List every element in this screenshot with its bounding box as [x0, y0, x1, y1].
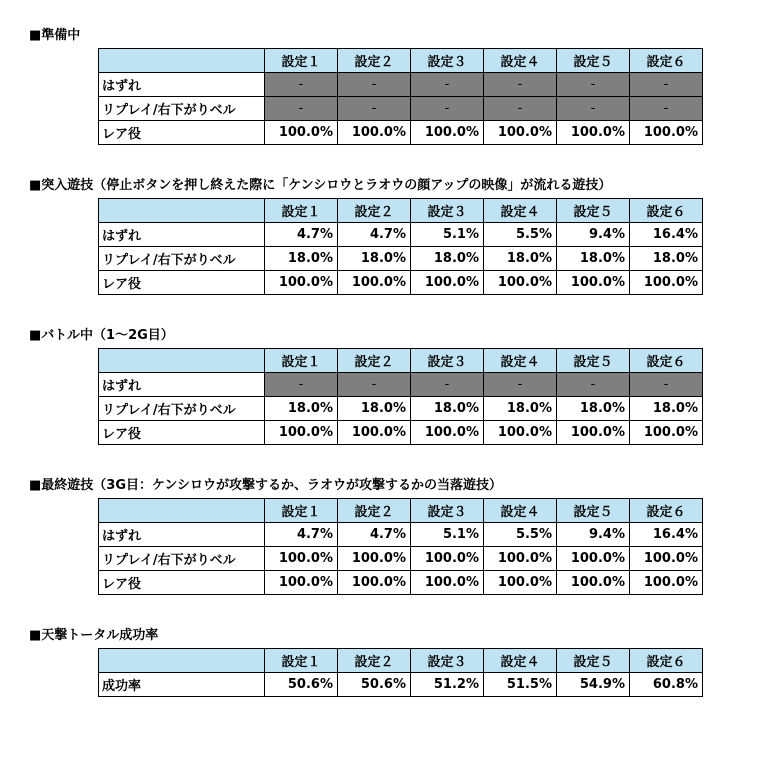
table-row [99, 571, 703, 595]
value-cell: 100.0% [265, 421, 338, 445]
row-label: リプレイ/右下がりベル [99, 547, 265, 571]
row-label: はずれ [99, 223, 265, 247]
column-header: 設定３ [411, 499, 484, 523]
value-cell: 18.0% [557, 247, 630, 271]
empty-cell: - [484, 73, 557, 97]
row-label: レア役 [99, 271, 265, 295]
empty-cell: - [265, 97, 338, 121]
section-title: ■最終遊技（3G目：ケンシロウが攻撃するか、ラオウが攻撃するかの当落遊技） [29, 478, 503, 493]
value-cell: 100.0% [411, 271, 484, 295]
column-header: 設定３ [411, 199, 484, 223]
value-cell: 100.0% [411, 421, 484, 445]
value-cell: 100.0% [630, 547, 703, 571]
value-cell: 100.0% [265, 121, 338, 145]
value-cell: 100.0% [338, 271, 411, 295]
value-cell: 100.0% [557, 571, 630, 595]
section-title: ■突入遊技（停止ボタンを押し終えた際に「ケンシロウとラオウの顔アップの映像」が流れる遊技） [29, 178, 612, 193]
value-cell: 100.0% [484, 121, 557, 145]
empty-cell: - [630, 97, 703, 121]
table-row [99, 121, 703, 145]
table-row [99, 73, 703, 97]
value-cell: 100.0% [338, 121, 411, 145]
column-header: 設定３ [411, 49, 484, 73]
empty-cell: - [557, 73, 630, 97]
data-table [98, 198, 703, 295]
column-header: 設定６ [630, 349, 703, 373]
header-corner-cell [99, 649, 265, 673]
value-cell: 100.0% [630, 571, 703, 595]
data-table [98, 498, 703, 595]
empty-cell: - [484, 97, 557, 121]
column-header: 設定４ [484, 199, 557, 223]
value-cell: 18.0% [265, 397, 338, 421]
value-cell: 18.0% [484, 397, 557, 421]
value-cell: 4.7% [265, 223, 338, 247]
value-cell: 50.6% [338, 673, 411, 697]
column-header: 設定４ [484, 499, 557, 523]
row-label: レア役 [99, 121, 265, 145]
value-cell: 100.0% [630, 121, 703, 145]
table-row [99, 247, 703, 271]
table-row [99, 673, 703, 697]
row-label: はずれ [99, 373, 265, 397]
value-cell: 18.0% [265, 247, 338, 271]
value-cell: 100.0% [265, 571, 338, 595]
empty-cell: - [557, 97, 630, 121]
column-header: 設定４ [484, 49, 557, 73]
row-label: リプレイ/右下がりベル [99, 247, 265, 271]
table-row [99, 523, 703, 547]
empty-cell: - [411, 73, 484, 97]
empty-cell: - [411, 373, 484, 397]
header-corner-cell [99, 49, 265, 73]
header-row [99, 349, 703, 373]
value-cell: 100.0% [557, 547, 630, 571]
value-cell: 60.8% [630, 673, 703, 697]
column-header: 設定１ [265, 649, 338, 673]
value-cell: 9.4% [557, 523, 630, 547]
value-cell: 100.0% [338, 421, 411, 445]
empty-cell: - [630, 73, 703, 97]
empty-cell: - [338, 97, 411, 121]
row-label: 成功率 [99, 673, 265, 697]
column-header: 設定１ [265, 49, 338, 73]
row-label: はずれ [99, 523, 265, 547]
value-cell: 100.0% [411, 121, 484, 145]
empty-cell: - [265, 73, 338, 97]
value-cell: 5.1% [411, 223, 484, 247]
value-cell: 100.0% [484, 547, 557, 571]
value-cell: 100.0% [557, 271, 630, 295]
row-label: リプレイ/右下がりベル [99, 97, 265, 121]
section-title: ■バトル中（1～2G目） [29, 328, 174, 343]
column-header: 設定６ [630, 499, 703, 523]
value-cell: 100.0% [484, 421, 557, 445]
section-title: ■天撃トータル成功率 [29, 628, 159, 643]
value-cell: 16.4% [630, 523, 703, 547]
row-label: リプレイ/右下がりベル [99, 397, 265, 421]
empty-cell: - [411, 97, 484, 121]
value-cell: 18.0% [411, 397, 484, 421]
column-header: 設定２ [338, 499, 411, 523]
column-header: 設定２ [338, 349, 411, 373]
value-cell: 50.6% [265, 673, 338, 697]
data-table [98, 48, 703, 145]
empty-cell: - [265, 373, 338, 397]
value-cell: 5.5% [484, 223, 557, 247]
value-cell: 100.0% [338, 547, 411, 571]
column-header: 設定３ [411, 649, 484, 673]
empty-cell: - [557, 373, 630, 397]
value-cell: 18.0% [411, 247, 484, 271]
data-table [98, 348, 703, 445]
value-cell: 100.0% [484, 271, 557, 295]
value-cell: 54.9% [557, 673, 630, 697]
column-header: 設定５ [557, 199, 630, 223]
value-cell: 18.0% [630, 247, 703, 271]
value-cell: 9.4% [557, 223, 630, 247]
value-cell: 18.0% [338, 247, 411, 271]
column-header: 設定６ [630, 49, 703, 73]
column-header: 設定２ [338, 49, 411, 73]
value-cell: 51.5% [484, 673, 557, 697]
value-cell: 4.7% [338, 523, 411, 547]
table-row [99, 223, 703, 247]
empty-cell: - [484, 373, 557, 397]
value-cell: 18.0% [557, 397, 630, 421]
column-header: 設定２ [338, 199, 411, 223]
header-corner-cell [99, 499, 265, 523]
data-table [98, 648, 703, 697]
table-row [99, 421, 703, 445]
column-header: 設定６ [630, 649, 703, 673]
header-corner-cell [99, 349, 265, 373]
value-cell: 100.0% [338, 571, 411, 595]
table-row [99, 97, 703, 121]
value-cell: 100.0% [557, 421, 630, 445]
empty-cell: - [630, 373, 703, 397]
header-row [99, 49, 703, 73]
value-cell: 18.0% [630, 397, 703, 421]
header-row [99, 649, 703, 673]
value-cell: 5.5% [484, 523, 557, 547]
empty-cell: - [338, 373, 411, 397]
column-header: 設定５ [557, 499, 630, 523]
column-header: 設定１ [265, 199, 338, 223]
row-label: レア役 [99, 421, 265, 445]
column-header: 設定６ [630, 199, 703, 223]
value-cell: 5.1% [411, 523, 484, 547]
column-header: 設定４ [484, 349, 557, 373]
row-label: レア役 [99, 571, 265, 595]
table-row [99, 547, 703, 571]
value-cell: 100.0% [411, 547, 484, 571]
value-cell: 4.7% [265, 523, 338, 547]
value-cell: 4.7% [338, 223, 411, 247]
header-row [99, 199, 703, 223]
value-cell: 100.0% [265, 271, 338, 295]
value-cell: 100.0% [484, 571, 557, 595]
column-header: 設定２ [338, 649, 411, 673]
header-row [99, 499, 703, 523]
value-cell: 18.0% [484, 247, 557, 271]
value-cell: 18.0% [338, 397, 411, 421]
value-cell: 100.0% [265, 547, 338, 571]
section-title: ■準備中 [29, 28, 81, 43]
header-corner-cell [99, 199, 265, 223]
column-header: 設定１ [265, 499, 338, 523]
table-row [99, 397, 703, 421]
value-cell: 100.0% [630, 271, 703, 295]
column-header: 設定１ [265, 349, 338, 373]
value-cell: 16.4% [630, 223, 703, 247]
value-cell: 100.0% [557, 121, 630, 145]
table-row [99, 271, 703, 295]
column-header: 設定５ [557, 649, 630, 673]
column-header: 設定３ [411, 349, 484, 373]
value-cell: 100.0% [411, 571, 484, 595]
empty-cell: - [338, 73, 411, 97]
column-header: 設定４ [484, 649, 557, 673]
column-header: 設定５ [557, 349, 630, 373]
value-cell: 51.2% [411, 673, 484, 697]
column-header: 設定５ [557, 49, 630, 73]
table-row [99, 373, 703, 397]
row-label: はずれ [99, 73, 265, 97]
value-cell: 100.0% [630, 421, 703, 445]
